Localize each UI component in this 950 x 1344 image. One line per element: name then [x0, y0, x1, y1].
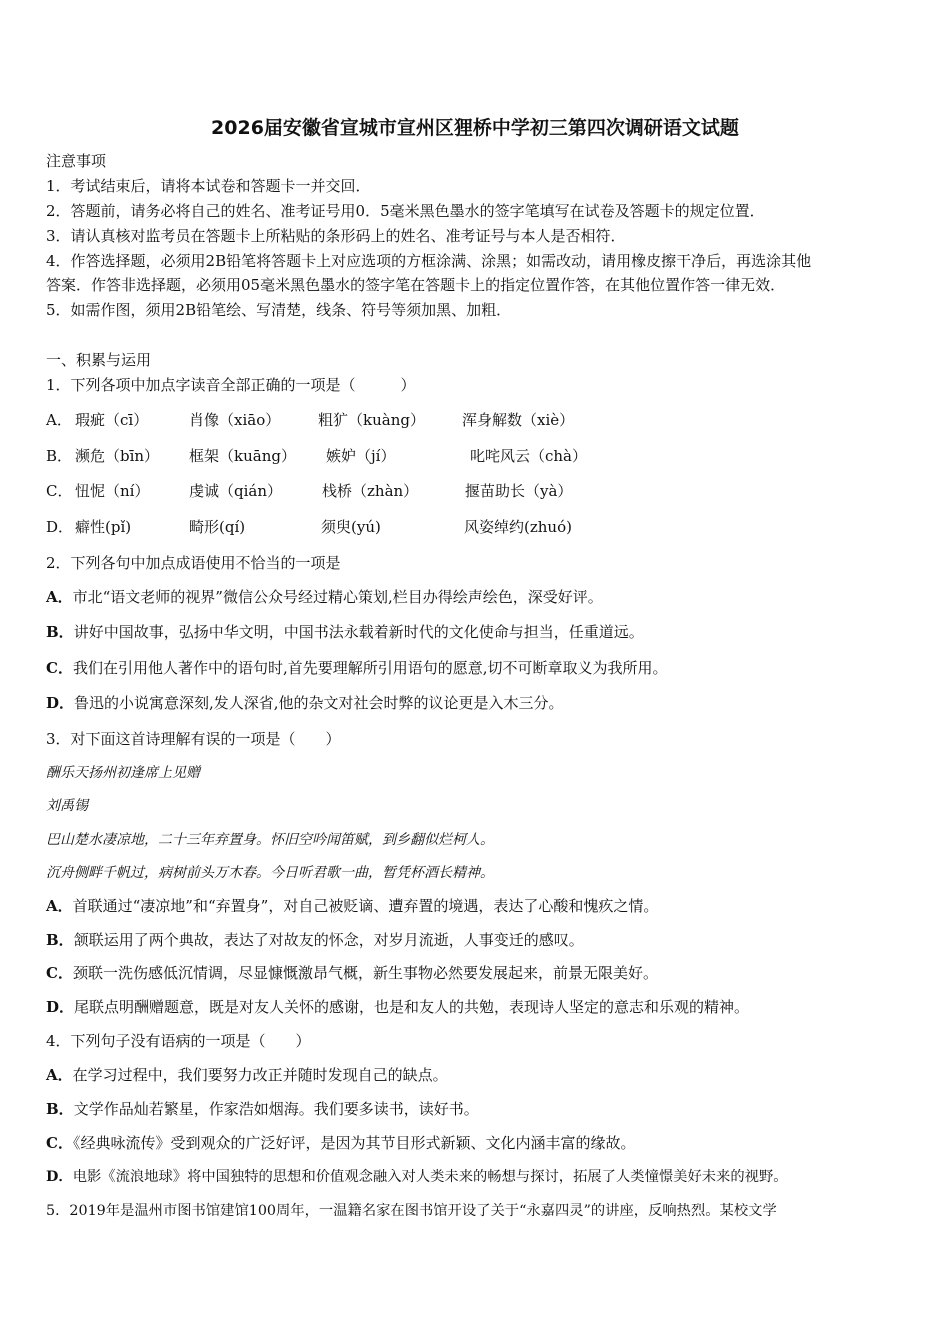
- q3-option-a: A．首联通过“凄凉地”和“弃置身”，对自己被贬谪、遭弃置的境遇，表达了心酸和愧疚之情。: [46, 897, 659, 915]
- q1-option-b-item: 嫉妒（jí）: [326, 447, 396, 465]
- notice-item: 1．考试结束后，请将本试卷和答题卡一并交回．: [46, 177, 371, 195]
- notice-item: 5．如需作图，须用2B铅笔绘、写清楚，线条、符号等须加黑、加粗．: [46, 301, 512, 319]
- q1-option-b-item: 濒危（bīn）: [75, 447, 160, 465]
- q1-option-d-item: 风姿绰约(zhuó): [464, 518, 572, 536]
- q1-option-a-label: A．: [46, 411, 72, 429]
- q1-option-c-label: C．: [46, 482, 73, 500]
- poem-title: 酬乐天扬州初逢席上见赠: [46, 765, 200, 781]
- question-4-stem: 4．下列句子没有语病的一项是（ ）: [46, 1032, 311, 1050]
- question-1-stem: 1．下列各项中加点字读音全部正确的一项是（ ）: [46, 376, 416, 394]
- q4-option-c: C．《经典咏流传》受到观众的广泛好评，是因为其节目形式新颖、文化内涵丰富的缘故。: [46, 1134, 636, 1152]
- q2-option-a: A．市北“语文老师的视界”微信公众号经过精心策划,栏目办得绘声绘色，深受好评。: [46, 588, 603, 606]
- question-3-stem: 3．对下面这首诗理解有误的一项是（ ）: [46, 730, 341, 748]
- q1-option-d-item: 癖性(pǐ): [75, 518, 132, 536]
- q2-option-c: C．我们在引用他人著作中的语句时,首先要理解所引用语句的愿意,切不可断章取义为我所用。: [46, 659, 668, 677]
- q4-option-a: A．在学习过程中，我们要努力改正并随时发现自己的缺点。: [46, 1066, 448, 1084]
- q1-option-d-item: 须臾(yú): [321, 518, 381, 536]
- q1-option-c-item: 忸怩（ní）: [75, 482, 150, 500]
- q1-option-b-item: 框架（kuāng）: [189, 447, 296, 465]
- notice-item: 2．答题前，请务必将自己的姓名、准考证号用0．5毫米黑色墨水的签字笔填写在试卷及答题卡的规定位置．: [46, 202, 765, 220]
- q4-option-d: D．电影《流浪地球》将中国独特的思想和价值观念融入对人类未来的畅想与探讨，拓展了人类憧憬美好未来的视野。: [46, 1169, 788, 1185]
- q1-option-c-item: 虔诚（qián）: [189, 482, 283, 500]
- poem-line: 沉舟侧畔千帆过，病树前头万木春。今日听君歌一曲，暂凭杯酒长精神。: [46, 865, 494, 881]
- q3-option-b: B．颔联运用了两个典故，表达了对故友的怀念，对岁月流逝，人事变迁的感叹。: [46, 931, 584, 949]
- q3-option-d: D．尾联点明酬赠题意，既是对友人关怀的感谢，也是和友人的共勉，表现诗人坚定的意志和乐观的精神。: [46, 998, 750, 1016]
- q1-option-d-item: 畸形(qí): [189, 518, 246, 536]
- q1-option-c-item: 揠苗助长（yà）: [465, 482, 573, 500]
- q1-option-a-item: 浑身解数（xiè）: [462, 411, 575, 429]
- q4-option-b: B．文学作品灿若繁星，作家浩如烟海。我们要多读书，读好书。: [46, 1100, 479, 1118]
- notice-heading: 注意事项: [46, 152, 107, 170]
- notice-item: 4．作答选择题，必须用2B铅笔将答题卡上对应选项的方框涂满、涂黑；如需改动，请用橡皮擦干净后，再选涂其他: [46, 252, 812, 270]
- poem-line: 巴山楚水凄凉地，二十三年弃置身。怀旧空吟闻笛赋，到乡翻似烂柯人。: [46, 832, 494, 848]
- notice-item: 3．请认真核对监考员在答题卡上所粘贴的条形码上的姓名、准考证号与本人是否相符．: [46, 227, 626, 245]
- question-5-stem: 5．2019年是温州市图书馆建馆100周年，一温籍名家在图书馆开设了关于“永嘉四灵”的讲座，反响热烈。某校文学: [46, 1203, 777, 1219]
- notice-item: 答案．作答非选择题，必须用05毫米黑色墨水的签字笔在答题卡上的指定位置作答，在其他位置作答一律无效．: [46, 276, 786, 294]
- q1-option-d-label: D．: [46, 518, 74, 536]
- q1-option-a-item: 肖像（xiāo）: [189, 411, 281, 429]
- q1-option-a-item: 瑕疵（cī）: [75, 411, 149, 429]
- page-title: 2026届安徽省宣城市宣州区狸桥中学初三第四次调研语文试题: [211, 117, 739, 139]
- q1-option-b-label: B．: [46, 447, 73, 465]
- q2-option-d: D．鲁迅的小说寓意深刻,发人深省,他的杂文对社会时弊的议论更是入木三分。: [46, 694, 564, 712]
- q1-option-a-item: 粗犷（kuàng）: [318, 411, 425, 429]
- question-2-stem: 2．下列各句中加点成语使用不恰当的一项是: [46, 554, 341, 572]
- q3-option-c: C．颈联一洗伤感低沉情调，尽显慷慨激昂气概，新生事物必然要发展起来，前景无限美好。: [46, 964, 658, 982]
- q1-option-c-item: 栈桥（zhàn）: [322, 482, 419, 500]
- poem-author: 刘禹锡: [46, 798, 88, 814]
- q2-option-b: B．讲好中国故事，弘扬中华文明，中国书法永载着新时代的文化使命与担当，任重道远。: [46, 623, 644, 641]
- section-heading: 一、积累与运用: [46, 351, 152, 369]
- q1-option-b-item: 叱咤风云（chà）: [470, 447, 588, 465]
